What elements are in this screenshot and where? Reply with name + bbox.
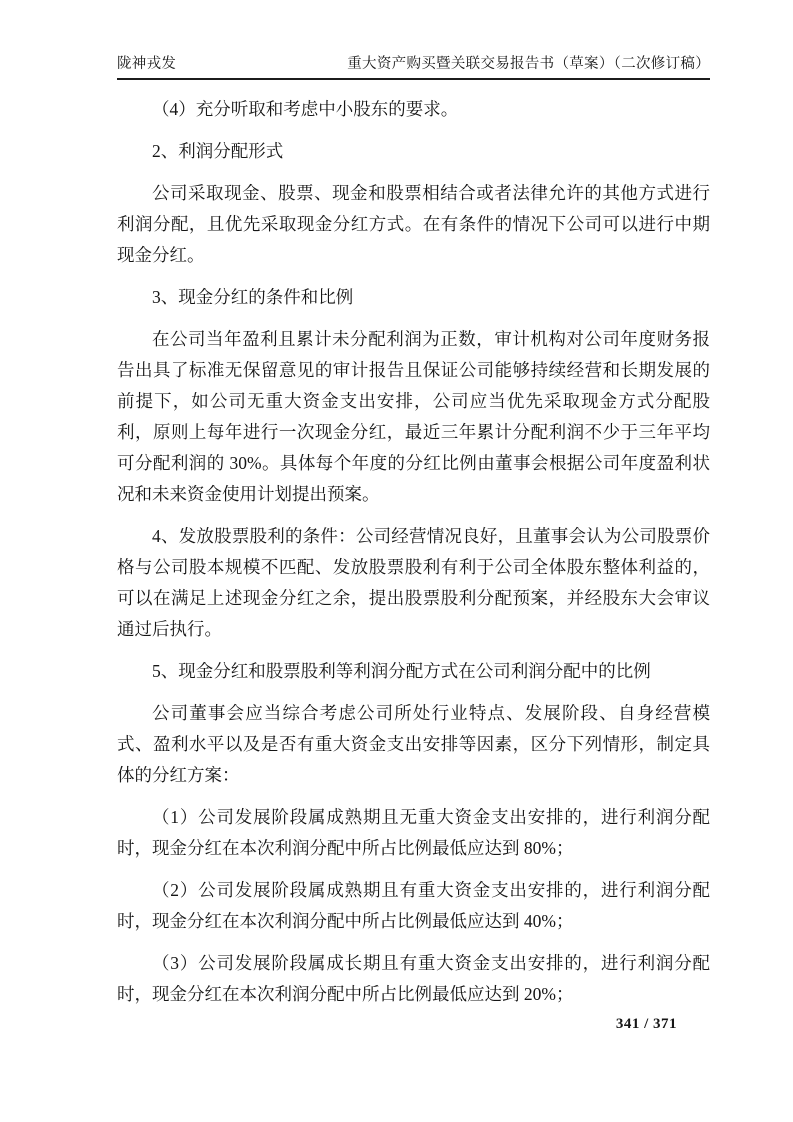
- header-company-name: 陇神戎发: [117, 56, 177, 72]
- page-footer: [616, 1016, 677, 1033]
- paragraph-clause-4: （4）充分听取和考虑中小股东的要求。: [152, 99, 459, 119]
- paragraph-case-3-growth-with-expenditure: （3）公司发展阶段属成长期且有重大资金支出安排的，进行利润分配时，现金分红在本次利润分配中所占比例最低应达到 20%；: [117, 953, 710, 1004]
- paragraph-cash-dividend-conditions: 在公司当年盈利且累计未分配利润为正数，审计机构对公司年度财务报告出具了标准无保留意见的审计报告且保证公司能够持续经营和长期发展的前提下，如公司无重大资金支出安排，公司应当优先采取现金方式分配股利，原则上每年进行一次现金分红，最近三年累计分配利润不少于三年平均可分配利润的 30%。具体每个年度的分红比例由董事会根据公司年度盈利状况和未来资金使用计划提出预案。: [117, 329, 710, 504]
- paragraph-case-1-mature-no-expenditure: （1）公司发展阶段属成熟期且无重大资金支出安排的，进行利润分配时，现金分红在本次利润分配中所占比例最低应达到 80%；: [117, 807, 710, 858]
- page-number: 341 / 371: [615, 1016, 677, 1032]
- paragraph-case-2-mature-with-expenditure: （2）公司发展阶段属成熟期且有重大资金支出安排的，进行利润分配时，现金分红在本次利润分配中所占比例最低应达到 40%；: [117, 880, 710, 931]
- page-header: [117, 52, 710, 80]
- paragraph-dividend-plan-intro: 公司董事会应当综合考虑公司所处行业特点、发展阶段、自身经营模式、盈利水平以及是否有重大资金支出安排等因素，区分下列情形，制定具体的分红方案：: [117, 703, 710, 785]
- header-report-title: 重大资产购买暨关联交易报告书（草案）（二次修订稿）: [347, 56, 710, 72]
- heading-section-2-profit-distribution-form: 2、利润分配形式: [152, 141, 284, 161]
- paragraph-stock-dividend-conditions: 4、发放股票股利的条件：公司经营情况良好，且董事会认为公司股票价格与公司股本规模不匹配、发放股票股利有利于公司全体股东整体利益的，可以在满足上述现金分红之余，提出股票股利分配预案，并经股东大会审议通过后执行。: [117, 526, 710, 639]
- document-body: [117, 94, 710, 1010]
- heading-section-3-cash-dividend-conditions: 3、现金分红的条件和比例: [152, 287, 354, 307]
- paragraph-distribution-methods: 公司采取现金、股票、现金和股票相结合或者法律允许的其他方式进行利润分配，且优先采取现金分红方式。在有条件的情况下公司可以进行中期现金分红。: [117, 183, 710, 265]
- heading-section-5-dividend-ratio: 5、现金分红和股票股利等利润分配方式在公司利润分配中的比例: [152, 661, 651, 681]
